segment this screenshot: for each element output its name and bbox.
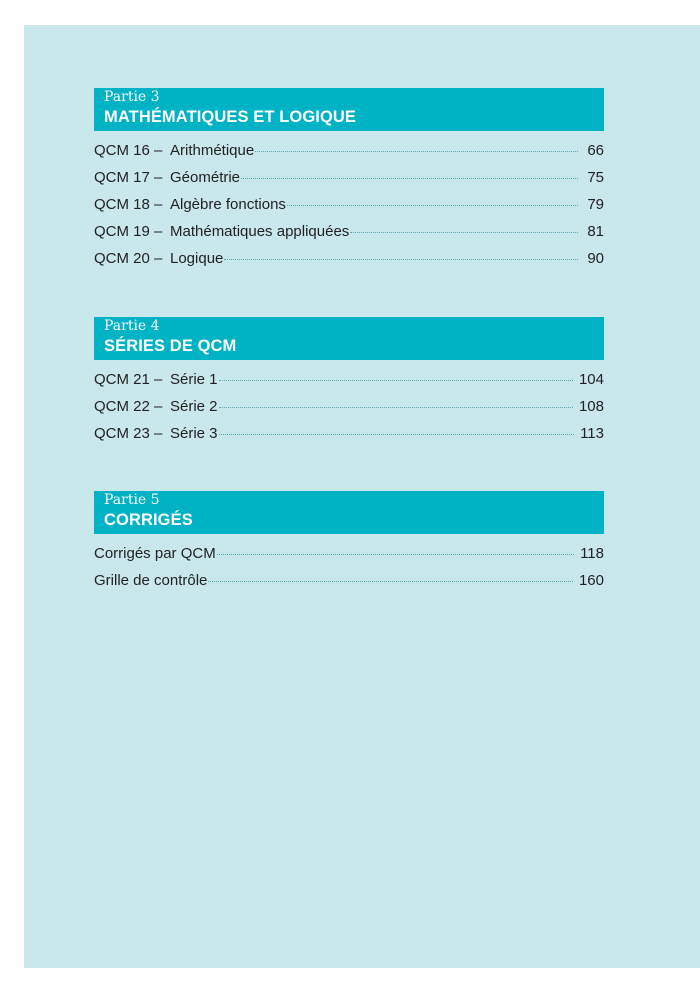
entry-label: Géométrie <box>170 169 241 186</box>
dash-separator: – <box>154 425 163 442</box>
entry-label: Corrigés par QCM <box>94 545 216 562</box>
page-number: 160 <box>578 572 604 589</box>
toc-entry[interactable] <box>94 545 604 572</box>
toc-entry[interactable] <box>94 196 604 223</box>
toc-entries <box>94 545 604 599</box>
entry-label: Logique <box>170 250 224 267</box>
page-number: 113 <box>580 425 604 442</box>
entry-label: Grille de contrôle <box>94 572 208 589</box>
entry-label: Algèbre fonctions <box>170 196 286 213</box>
section-partie-3 <box>94 88 604 277</box>
section-header <box>94 88 604 131</box>
dot-leader <box>287 205 578 206</box>
toc-entry[interactable] <box>94 398 604 425</box>
qcm-number: QCM 17 <box>94 169 150 186</box>
qcm-number: QCM 22 <box>94 398 150 415</box>
entry-label: Série 2 <box>170 398 218 415</box>
dot-leader <box>255 151 578 152</box>
dot-leader <box>241 178 578 179</box>
qcm-number: QCM 18 <box>94 196 150 213</box>
toc-entry[interactable] <box>94 425 604 452</box>
qcm-number: QCM 16 <box>94 142 150 159</box>
qcm-number: QCM 21 <box>94 371 150 388</box>
dash-separator: – <box>154 196 163 213</box>
part-title: SÉRIES DE QCM <box>104 337 237 355</box>
entry-label: Série 3 <box>170 425 218 442</box>
toc-entries <box>94 142 604 277</box>
dot-leader <box>219 407 573 408</box>
entry-label: Série 1 <box>170 371 218 388</box>
toc-entry[interactable] <box>94 142 604 169</box>
entry-label: Mathématiques appliquées <box>170 223 350 240</box>
section-header <box>94 317 604 360</box>
part-label: Partie 5 <box>104 492 160 508</box>
toc-entry[interactable] <box>94 250 604 277</box>
section-partie-5 <box>94 491 604 599</box>
qcm-number: QCM 20 <box>94 250 150 267</box>
page-number: 108 <box>578 398 604 415</box>
toc-entry[interactable] <box>94 371 604 398</box>
page-number: 90 <box>587 250 604 267</box>
dash-separator: – <box>154 371 163 388</box>
toc-entry[interactable] <box>94 572 604 599</box>
dash-separator: – <box>154 250 163 267</box>
qcm-number: QCM 19 <box>94 223 150 240</box>
page-number: 75 <box>587 169 604 186</box>
part-title: CORRIGÉS <box>104 511 193 529</box>
toc-page <box>24 25 700 968</box>
toc-entries <box>94 371 604 452</box>
toc-entry[interactable] <box>94 169 604 196</box>
section-header <box>94 491 604 534</box>
dash-separator: – <box>154 169 163 186</box>
page-number: 66 <box>587 142 604 159</box>
dot-leader <box>217 554 574 555</box>
page-number: 104 <box>578 371 604 388</box>
dash-separator: – <box>154 223 163 240</box>
dash-separator: – <box>154 398 163 415</box>
qcm-number: QCM 23 <box>94 425 150 442</box>
dot-leader <box>208 581 573 582</box>
dash-separator: – <box>154 142 163 159</box>
page-number: 81 <box>587 223 604 240</box>
dot-leader <box>219 434 575 435</box>
page-number: 118 <box>580 545 604 562</box>
section-partie-4 <box>94 317 604 452</box>
dot-leader <box>224 259 578 260</box>
part-label: Partie 3 <box>104 89 160 105</box>
dot-leader <box>219 380 573 381</box>
toc-entry[interactable] <box>94 223 604 250</box>
part-title: MATHÉMATIQUES ET LOGIQUE <box>104 108 357 126</box>
page-number: 79 <box>587 196 604 213</box>
part-label: Partie 4 <box>104 318 160 334</box>
dot-leader <box>350 232 578 233</box>
entry-label: Arithmétique <box>170 142 255 159</box>
